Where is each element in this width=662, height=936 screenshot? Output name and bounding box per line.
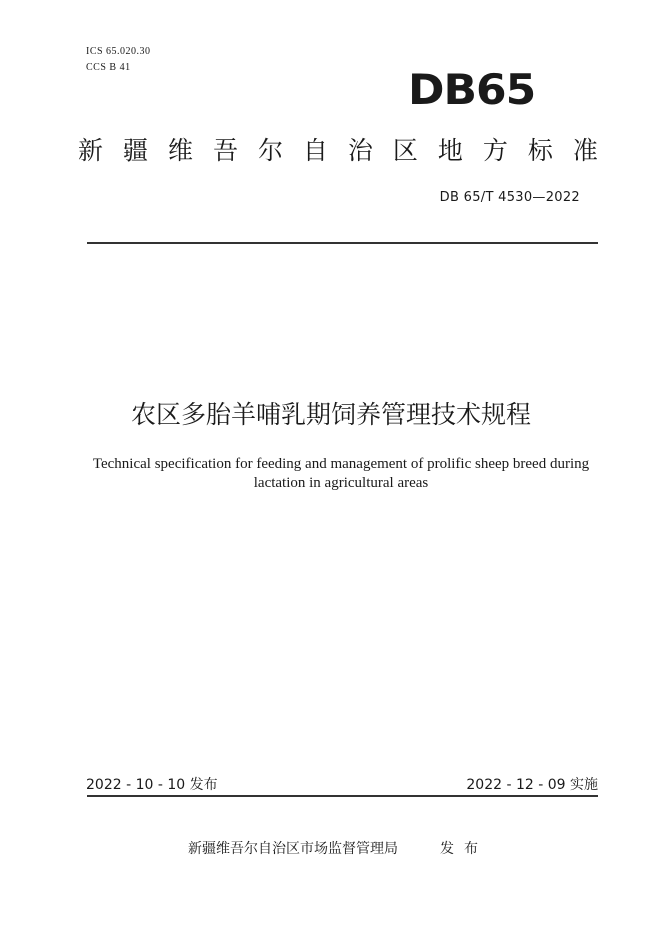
implementation-date: 2022 - 12 - 09 实施: [466, 777, 598, 793]
bottom-divider: [87, 795, 598, 797]
issue-date: 2022 - 10 - 10 发布: [86, 777, 218, 793]
publisher-name: 新疆维吾尔自治区市场监督管理局: [188, 841, 398, 857]
standard-number: DB 65/T 4530—2022: [439, 190, 580, 205]
authority-char: 疆: [122, 136, 148, 165]
document-title-chinese: 农区多胎羊哺乳期饲养管理技术规程: [130, 400, 531, 429]
authority-char: 治: [347, 136, 373, 165]
authority-char: 地: [437, 136, 463, 165]
ccs-code: CCS B 41: [86, 62, 131, 73]
authority-char: 标: [527, 136, 553, 165]
document-title-english: Technical specification for feeding and management of prolific sheep breed during lactation in agricultural areas: [92, 456, 590, 491]
authority-char: 区: [392, 136, 418, 165]
authority-char: 方: [482, 136, 508, 165]
authority-char: 尔: [257, 136, 283, 165]
db65-logo: DB65: [408, 66, 536, 115]
authority-char: 吾: [212, 136, 238, 165]
authority-char: 维: [167, 136, 193, 165]
publish-label: 发布: [440, 841, 488, 857]
ics-code: ICS 65.020.30: [86, 46, 151, 57]
authority-char: 新: [78, 136, 104, 165]
top-divider: [87, 242, 598, 244]
authority-char: 准: [572, 136, 598, 165]
issuing-authority-heading: [78, 138, 598, 163]
authority-char: 自: [302, 136, 328, 165]
